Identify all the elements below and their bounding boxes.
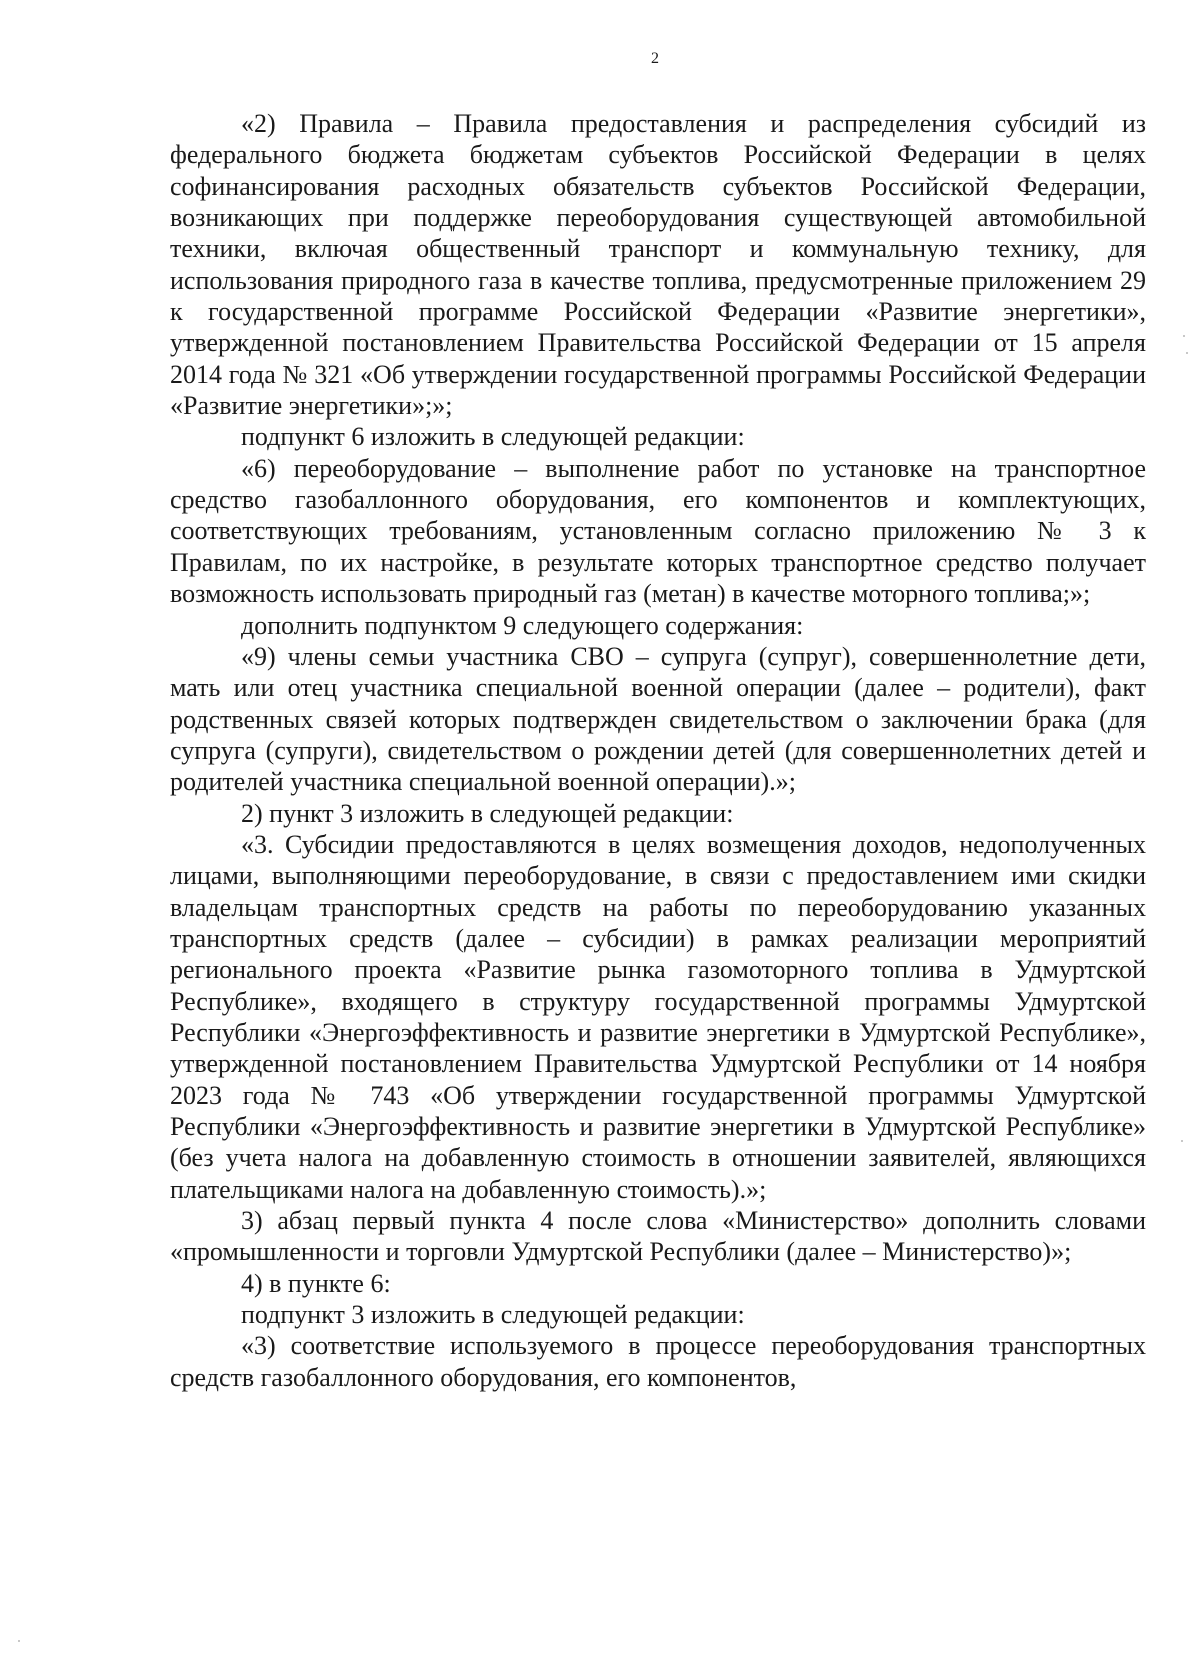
document-body — [170, 108, 1146, 1393]
scan-artifact — [1186, 352, 1188, 354]
paragraph-clause-4-amendment: 3) абзац первый пункта 4 после слова «Министерство» дополнить словами «промышленности и торговли Удмуртской Республики (далее – Министерство)»; — [170, 1206, 1146, 1267]
scan-artifact — [1181, 1140, 1183, 1142]
paragraph-subclause-3-intro: подпункт 3 изложить в следующей редакции: — [241, 1300, 745, 1330]
scan-artifact — [18, 1640, 20, 1642]
paragraph-rules-definition: «2) Правила – Правила предоставления и распределения субсидий из федерального бюджета бюджетам субъектов Российской Федерации в целях софинансирования расходных обязательств субъектов Российской Федерации, возникающих при поддержке переоборудования существующей автомобильной техники, включая общественный транспорт и коммунальную технику, для использования природного газа в качестве топлива, предусмотренные приложением 29 к государственной программе Российской Федерации «Развитие энергетики», утвержденной постановлением Правительства Российской Федерации от 15 апреля 2014 года № 321 «Об утверждении государственной программы Российской Федерации «Развитие энергетики»;»; — [170, 109, 1146, 421]
paragraph-clause-3-text: «3. Субсидии предоставляются в целях возмещения доходов, недополученных лицами, выполняющими переоборудование, в связи с предоставлением ими скидки владельцам транспортных средств на работы по переоборудованию указанных транспортных средств (далее – субсидии) в рамках реализации мероприятий регионального проекта «Развитие рынка газомоторного топлива в Удмуртской Республике», входящего в структуру государственной программы Удмуртской Республики «Энергоэффективность и развитие энергетики в Удмуртской Республике», утвержденной постановлением Правительства Удмуртской Республики от 14 ноября 2023 года № 743 «Об утверждении государственной программы Удмуртской Республики «Энергоэффективность и развитие энергетики в Удмуртской Республике» (без учета налога на добавленную стоимость в отношении заявителей, являющихся плательщиками налога на добавленную стоимость).»; — [170, 829, 1146, 1204]
paragraph-conversion-definition: «6) переоборудование – выполнение работ по установке на транспортное средство газобаллонного оборудования, его компонентов и комплектующих, соответствующих требованиям, установленным согласно приложению № 3 к Правилам, по их настройке, в результате которых транспортное средство получает возможность использовать природный газ (метан) в качестве моторного топлива;»; — [170, 453, 1146, 609]
page-number: 2 — [651, 50, 659, 67]
paragraph-clause-3-intro: 2) пункт 3 изложить в следующей редакции: — [241, 798, 734, 828]
paragraph-subclause-9-intro: дополнить подпунктом 9 следующего содержания: — [241, 610, 804, 640]
paragraph-subclause-3-text: «3) соответствие используемого в процессе переоборудования транспортных средств газобаллонного оборудования, его компонентов, — [170, 1331, 1146, 1392]
paragraph-family-members-definition: «9) члены семьи участника СВО – супруга (супруг), совершеннолетние дети, мать или отец участника специальной военной операции (далее – родители), факт родственных связей которых подтвержден свидетельством о заключении брака (для супруга (супруги), свидетельством о рождении детей (для совершеннолетних детей и родителей участника специальной военной операции).»; — [170, 641, 1146, 797]
paragraph-subclause-6-intro: подпункт 6 изложить в следующей редакции: — [241, 422, 745, 452]
paragraph-clause-6-intro: 4) в пункте 6: — [241, 1268, 391, 1298]
scan-artifact — [1183, 335, 1185, 337]
